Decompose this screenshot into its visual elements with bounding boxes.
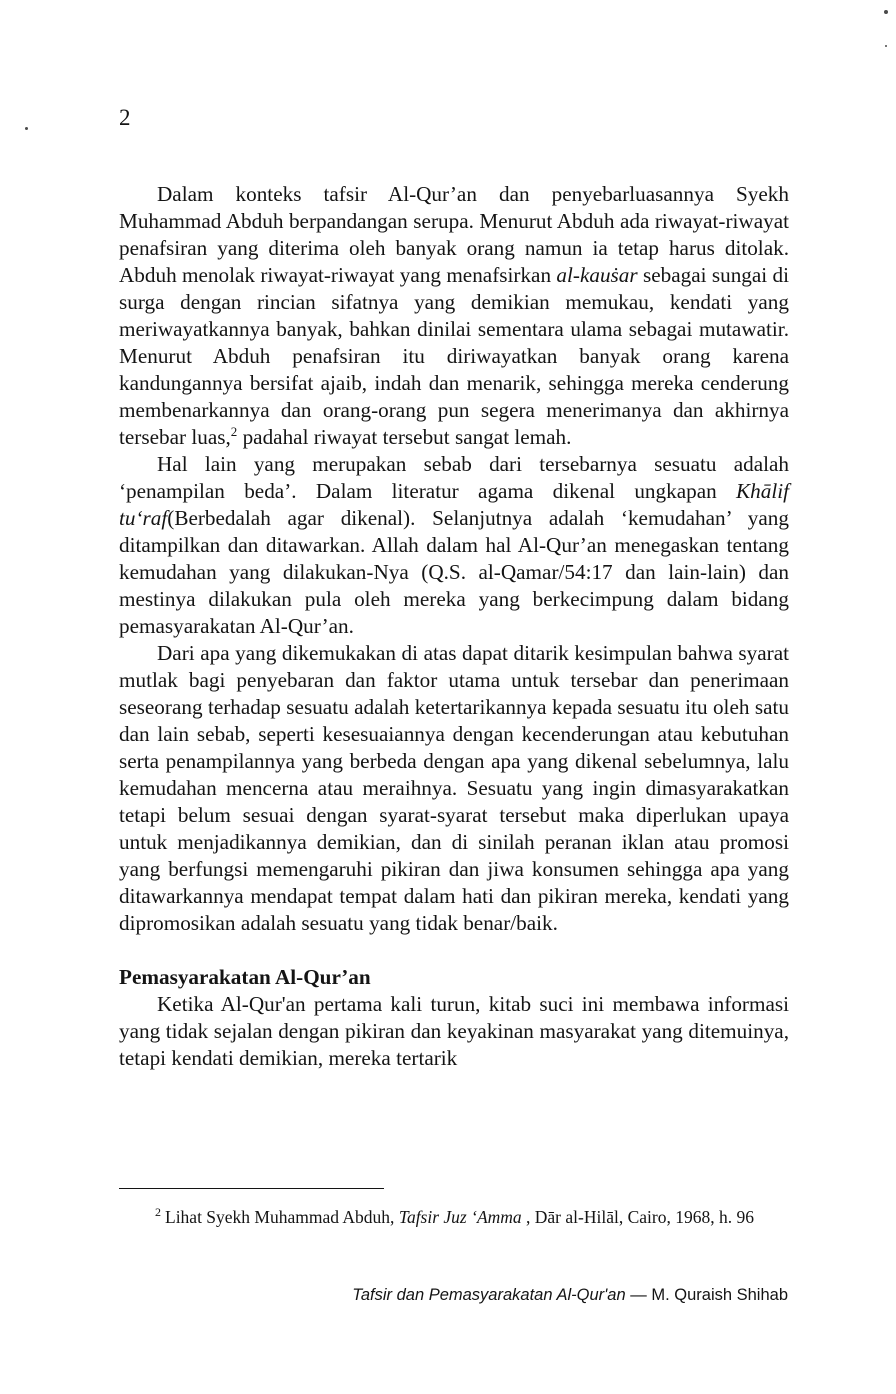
- section-paragraph: Ketika Al-Qur'an pertama kali turun, kitab suci ini membawa informasi yang tidak sejalan dengan pikiran dan keyakinan masyarakat yang ditemuinya, tetapi kendati demikian, mereka tertarik: [119, 992, 789, 1070]
- paragraph-1-text-b: sebagai sungai di surga dengan rincian sifatnya yang demikian memukau, kendati yang meriwayatkannya banyak, bahkan dinilai sementara ulama sebagai mutawatir. Menurut Abduh penafsiran itu diriwayatkan banyak orang karena kandungannya bersifat ajaib, indah dan menarik, sehingga mereka cenderung membenarkannya dan orang-orang pun segera menerimanya dan akhirnya tersebar luas,: [119, 263, 789, 449]
- footnote-lead: Lihat Syekh Muhammad Abduh,: [165, 1207, 399, 1227]
- page-number: 2: [119, 105, 131, 130]
- footnote-reference[interactable]: 2: [230, 424, 238, 439]
- paragraph-1-text-c: padahal riwayat tersebut sangat lemah.: [237, 425, 572, 449]
- body-text: [119, 181, 789, 1072]
- footnote-book-title: Tafsir Juz ‘Amma: [398, 1207, 522, 1227]
- footnote-mark: 2: [155, 1205, 161, 1219]
- footer-author: M. Quraish Shihab: [651, 1286, 788, 1304]
- footnote-divider: [119, 1188, 384, 1189]
- footer-book-title: Tafsir dan Pemasyarakatan Al-Qur'an: [352, 1286, 626, 1304]
- paragraph-3: Dari apa yang dikemukakan di atas dapat ditarik kesimpulan bahwa syarat mutlak bagi penyebaran dan faktor utama untuk tersebar dan penerimaan seseorang terhadap sesuatu adalah ketertarikannya kepada sesuatu itu oleh satu dan lain sebab, seperti kesesuaiannya dengan kecenderungan atau kebutuhan serta penampilannya yang berbeda dengan apa yang dikenal sebelumnya, lalu kemudahan mencerna atau meraihnya. Sesuatu yang ingin dimasyarakatkan tetapi belum sesuai dengan syarat-syarat tersebut maka diperlukan upaya untuk menjadikannya demikian, dan di sinilah peranan iklan atau promosi yang berfungsi memengaruhi pikiran dan jiwa konsumen sehingga apa yang ditawarkannya mendapat tempat dalam hati dan pikiran mereka, kendati yang dipromosikan adalah sesuatu yang tidak benar/baik.: [119, 641, 789, 935]
- footnote-details: , Dār al-Hilāl, Cairo, 1968, h. 96: [521, 1207, 754, 1227]
- scan-speck: [885, 45, 887, 47]
- paragraph-2-text-a: Hal lain yang merupakan sebab dari tersebarnya sesuatu adalah ‘penampilan beda’. Dalam literatur agama dikenal ungkapan: [119, 452, 789, 503]
- term-al-kausar: al-kauṡar: [556, 263, 638, 287]
- paragraph-1: [119, 181, 789, 451]
- running-footer: [352, 1284, 788, 1306]
- term-khalif-turaf: Khālif tu‘raf: [119, 479, 789, 530]
- scan-speck: [884, 10, 888, 14]
- paragraph-1-text-a: Dalam konteks tafsir Al-Qur’an dan penyebarluasannya Syekh Muhammad Abduh berpandangan serupa. Menurut Abduh ada riwayat-riwayat penafsiran yang diterima oleh banyak orang namun ia tetap harus ditolak. Abduh menolak riwayat-riwayat yang menafsirkan: [119, 182, 789, 287]
- scan-speck: [25, 127, 28, 130]
- paragraph-2-text-b: (Berbedalah agar dikenal). Selanjutnya adalah ‘kemudahan’ yang ditampilkan dan ditawarkan. Allah dalam hal Al-Qur’an menegaskan tentang kemudahan yang dilakukan-Nya (Q.S. al-Qamar/54:17 dan lain-lain) dan mestinya dilakukan pula oleh mereka yang berkecimpung dalam bidang pemasyarakatan Al-Qur’an.: [119, 506, 789, 638]
- footnote: [119, 1201, 789, 1229]
- section-heading: Pemasyarakatan Al-Qur’an: [119, 965, 371, 989]
- footer-separator: —: [625, 1286, 652, 1304]
- paragraph-2: [119, 451, 789, 640]
